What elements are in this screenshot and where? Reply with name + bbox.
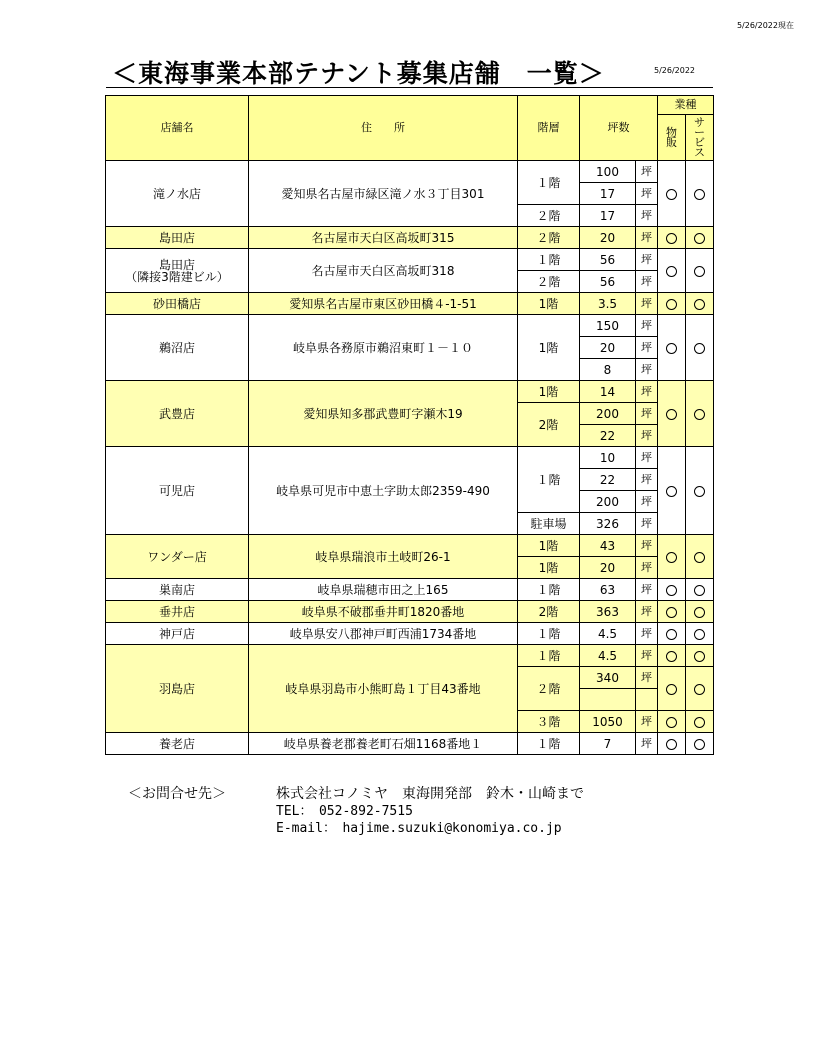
unit-cell: 坪 <box>636 183 658 205</box>
floor-cell: １階 <box>518 645 580 667</box>
circle-mark <box>666 607 677 618</box>
unit-cell: 坪 <box>636 535 658 557</box>
circle-mark <box>666 651 677 662</box>
store-name <box>106 733 249 755</box>
circle-mark <box>694 552 705 563</box>
circle-mark <box>694 266 705 277</box>
store-name-note: （隣接3階建ビル） <box>125 269 229 284</box>
circle-mark <box>694 684 705 695</box>
service-mark <box>686 161 714 227</box>
table-row <box>106 227 714 249</box>
as-of-date: 5/26/2022現在 <box>736 21 794 30</box>
contact-label: ＜お問合せ先＞ <box>128 786 226 802</box>
area-cell: 63 <box>580 579 636 601</box>
table-row <box>106 293 714 315</box>
area-cell: 363 <box>580 601 636 623</box>
unit-cell: 坪 <box>636 381 658 403</box>
floor-cell: 1階 <box>518 557 580 579</box>
area-cell: 20 <box>580 227 636 249</box>
retail-mark <box>658 667 686 711</box>
table-header-row <box>106 96 714 115</box>
retail-mark <box>658 623 686 645</box>
header-retail-label: 物 販 <box>666 125 677 149</box>
retail-mark <box>658 227 686 249</box>
service-mark <box>686 579 714 601</box>
table-row <box>106 381 714 403</box>
floor-cell: １階 <box>518 623 580 645</box>
service-mark <box>686 381 714 447</box>
store-address: 名古屋市天白区高坂町315 <box>249 227 518 249</box>
unit-cell: 坪 <box>636 425 658 447</box>
store-name-text: 滝ノ水店 <box>152 186 201 201</box>
store-address: 名古屋市天白区高坂町318 <box>249 249 518 293</box>
floor-cell: ２階 <box>518 667 580 711</box>
floor-cell: １階 <box>518 447 580 513</box>
floor-cell: １階 <box>518 249 580 271</box>
table-row <box>106 447 714 469</box>
floor-cell: ２階 <box>518 227 580 249</box>
area-cell: 200 <box>580 491 636 513</box>
store-name-text: 養老店 <box>158 736 195 751</box>
service-mark <box>686 623 714 645</box>
area-cell: 14 <box>580 381 636 403</box>
store-name-text: ワンダー店 <box>147 549 207 564</box>
store-name-text: 武豊店 <box>158 406 195 421</box>
circle-mark <box>666 684 677 695</box>
store-name <box>106 579 249 601</box>
store-name-text: 島田店 <box>158 230 195 245</box>
unit-cell: 坪 <box>636 315 658 337</box>
store-address: 岐阜県可児市中恵土字助太郎2359-490 <box>249 447 518 535</box>
floor-cell: 2階 <box>518 601 580 623</box>
store-name-text: 鵜沼店 <box>158 340 195 355</box>
store-name <box>106 381 249 447</box>
circle-mark <box>694 189 705 200</box>
store-name-text: 神戸店 <box>158 626 195 641</box>
area-cell: 43 <box>580 535 636 557</box>
floor-cell: 1階 <box>518 315 580 381</box>
unit-cell: 坪 <box>636 513 658 535</box>
store-name-text: 羽島店 <box>158 681 195 696</box>
store-address: 岐阜県瑞浪市土岐町26-1 <box>249 535 518 579</box>
store-name <box>106 623 249 645</box>
unit-cell: 坪 <box>636 161 658 183</box>
store-address: 岐阜県安八郡神戸町西浦1734番地 <box>249 623 518 645</box>
area-cell: 20 <box>580 337 636 359</box>
store-name <box>106 161 249 227</box>
unit-cell: 坪 <box>636 205 658 227</box>
store-address: 愛知県知多郡武豊町字瀬木19 <box>249 381 518 447</box>
floor-cell: 1階 <box>518 535 580 557</box>
service-mark <box>686 711 714 733</box>
header-floor: 階層 <box>518 96 580 161</box>
circle-mark <box>694 585 705 596</box>
contact-email[interactable]: E-mail： hajime.suzuki@konomiya.co.jp <box>276 821 562 836</box>
table-row <box>106 579 714 601</box>
unit-cell: 坪 <box>636 491 658 513</box>
unit-cell: 坪 <box>636 667 658 689</box>
floor-cell: ３階 <box>518 711 580 733</box>
table-row <box>106 623 714 645</box>
retail-mark <box>658 535 686 579</box>
header-service-label: サ ー ビ ス <box>694 115 705 159</box>
header-service <box>686 115 714 161</box>
unit-cell: 坪 <box>636 271 658 293</box>
contact-tel: TEL： 052-892-7515 <box>276 804 413 819</box>
circle-mark <box>694 717 705 728</box>
circle-mark <box>666 189 677 200</box>
store-name <box>106 315 249 381</box>
table-row <box>106 161 714 183</box>
store-address: 岐阜県羽島市小熊町島１丁目43番地 <box>249 645 518 733</box>
service-mark <box>686 601 714 623</box>
unit-cell: 坪 <box>636 447 658 469</box>
circle-mark <box>694 739 705 750</box>
unit-cell: 坪 <box>636 579 658 601</box>
retail-mark <box>658 601 686 623</box>
store-name-text: 垂井店 <box>158 604 195 619</box>
area-cell: 340 <box>580 667 636 689</box>
unit-cell: 坪 <box>636 733 658 755</box>
circle-mark <box>694 629 705 640</box>
contact-company: 株式会社コノミヤ 東海開発部 鈴木・山崎まで <box>276 786 584 802</box>
store-address: 愛知県名古屋市緑区滝ノ水３丁目301 <box>249 161 518 227</box>
area-cell: 4.5 <box>580 645 636 667</box>
table-row <box>106 535 714 557</box>
store-address: 岐阜県養老郡養老町石畑1168番地１ <box>249 733 518 755</box>
retail-mark <box>658 381 686 447</box>
circle-mark <box>666 233 677 244</box>
unit-cell: 坪 <box>636 645 658 667</box>
area-cell: 22 <box>580 469 636 491</box>
title-underline <box>106 87 713 88</box>
retail-mark <box>658 733 686 755</box>
floor-cell: 1階 <box>518 381 580 403</box>
circle-mark <box>666 717 677 728</box>
area-cell <box>580 689 636 711</box>
table-row <box>106 733 714 755</box>
service-mark <box>686 535 714 579</box>
circle-mark <box>666 552 677 563</box>
unit-cell: 坪 <box>636 227 658 249</box>
floor-cell: １階 <box>518 161 580 205</box>
service-mark <box>686 315 714 381</box>
retail-mark <box>658 161 686 227</box>
retail-mark <box>658 645 686 667</box>
store-address: 岐阜県不破郡垂井町1820番地 <box>249 601 518 623</box>
unit-cell: 坪 <box>636 337 658 359</box>
store-name <box>106 645 249 733</box>
header-address: 住 所 <box>249 96 518 161</box>
table-row <box>106 249 714 271</box>
circle-mark <box>666 486 677 497</box>
store-name-text: 砂田橋店 <box>152 296 201 311</box>
area-cell: 8 <box>580 359 636 381</box>
floor-cell: ２階 <box>518 271 580 293</box>
tenant-table <box>105 95 714 755</box>
page-title: ＜東海事業本部テナント募集店舗 一覧＞ <box>112 59 605 88</box>
area-cell: 200 <box>580 403 636 425</box>
floor-cell: 2階 <box>518 403 580 447</box>
table-row <box>106 645 714 667</box>
floor-cell: 1階 <box>518 293 580 315</box>
service-mark <box>686 227 714 249</box>
circle-mark <box>694 651 705 662</box>
floor-cell: ２階 <box>518 205 580 227</box>
area-cell: 56 <box>580 249 636 271</box>
store-name <box>106 601 249 623</box>
service-mark <box>686 733 714 755</box>
retail-mark <box>658 315 686 381</box>
area-cell: 20 <box>580 557 636 579</box>
circle-mark <box>666 629 677 640</box>
area-cell: 1050 <box>580 711 636 733</box>
header-retail <box>658 115 686 161</box>
service-mark <box>686 447 714 535</box>
circle-mark <box>694 607 705 618</box>
circle-mark <box>694 233 705 244</box>
store-name <box>106 293 249 315</box>
floor-cell: １階 <box>518 579 580 601</box>
unit-cell: 坪 <box>636 403 658 425</box>
circle-mark <box>694 409 705 420</box>
circle-mark <box>694 343 705 354</box>
area-cell: 150 <box>580 315 636 337</box>
circle-mark <box>694 486 705 497</box>
floor-cell: 駐車場 <box>518 513 580 535</box>
service-mark <box>686 293 714 315</box>
header-business: 業種 <box>658 96 714 115</box>
retail-mark <box>658 249 686 293</box>
unit-cell: 坪 <box>636 359 658 381</box>
table-row <box>106 601 714 623</box>
area-cell: 100 <box>580 161 636 183</box>
area-cell: 56 <box>580 271 636 293</box>
retail-mark <box>658 711 686 733</box>
retail-mark <box>658 293 686 315</box>
area-cell: 10 <box>580 447 636 469</box>
store-address: 岐阜県瑞穂市田之上165 <box>249 579 518 601</box>
store-name-text: 巣南店 <box>158 582 195 597</box>
store-name <box>106 227 249 249</box>
unit-cell: 坪 <box>636 249 658 271</box>
circle-mark <box>666 266 677 277</box>
retail-mark <box>658 447 686 535</box>
area-cell: 22 <box>580 425 636 447</box>
circle-mark <box>666 585 677 596</box>
circle-mark <box>666 409 677 420</box>
service-mark <box>686 645 714 667</box>
circle-mark <box>666 343 677 354</box>
store-address: 岐阜県各務原市鵜沼東町１－１０ <box>249 315 518 381</box>
unit-cell: 坪 <box>636 557 658 579</box>
table-row <box>106 315 714 337</box>
store-name-text: 島田店 <box>158 257 195 272</box>
store-address: 愛知県名古屋市東区砂田橋４-1-51 <box>249 293 518 315</box>
unit-cell: 坪 <box>636 293 658 315</box>
unit-cell: 坪 <box>636 601 658 623</box>
circle-mark <box>694 299 705 310</box>
unit-cell: 坪 <box>636 711 658 733</box>
store-name <box>106 447 249 535</box>
circle-mark <box>666 299 677 310</box>
store-name-text: 可児店 <box>158 483 195 498</box>
unit-cell: 坪 <box>636 469 658 491</box>
store-name <box>106 535 249 579</box>
title-date: 5/26/2022 <box>654 66 696 75</box>
area-cell: 326 <box>580 513 636 535</box>
floor-cell: １階 <box>518 733 580 755</box>
unit-cell: 坪 <box>636 623 658 645</box>
area-cell: 7 <box>580 733 636 755</box>
header-store: 店舗名 <box>106 96 249 161</box>
unit-cell <box>636 689 658 711</box>
circle-mark <box>666 739 677 750</box>
retail-mark <box>658 579 686 601</box>
area-cell: 4.5 <box>580 623 636 645</box>
service-mark <box>686 249 714 293</box>
header-area: 坪数 <box>580 96 658 161</box>
area-cell: 3.5 <box>580 293 636 315</box>
service-mark <box>686 667 714 711</box>
store-name <box>106 249 249 293</box>
area-cell: 17 <box>580 205 636 227</box>
area-cell: 17 <box>580 183 636 205</box>
